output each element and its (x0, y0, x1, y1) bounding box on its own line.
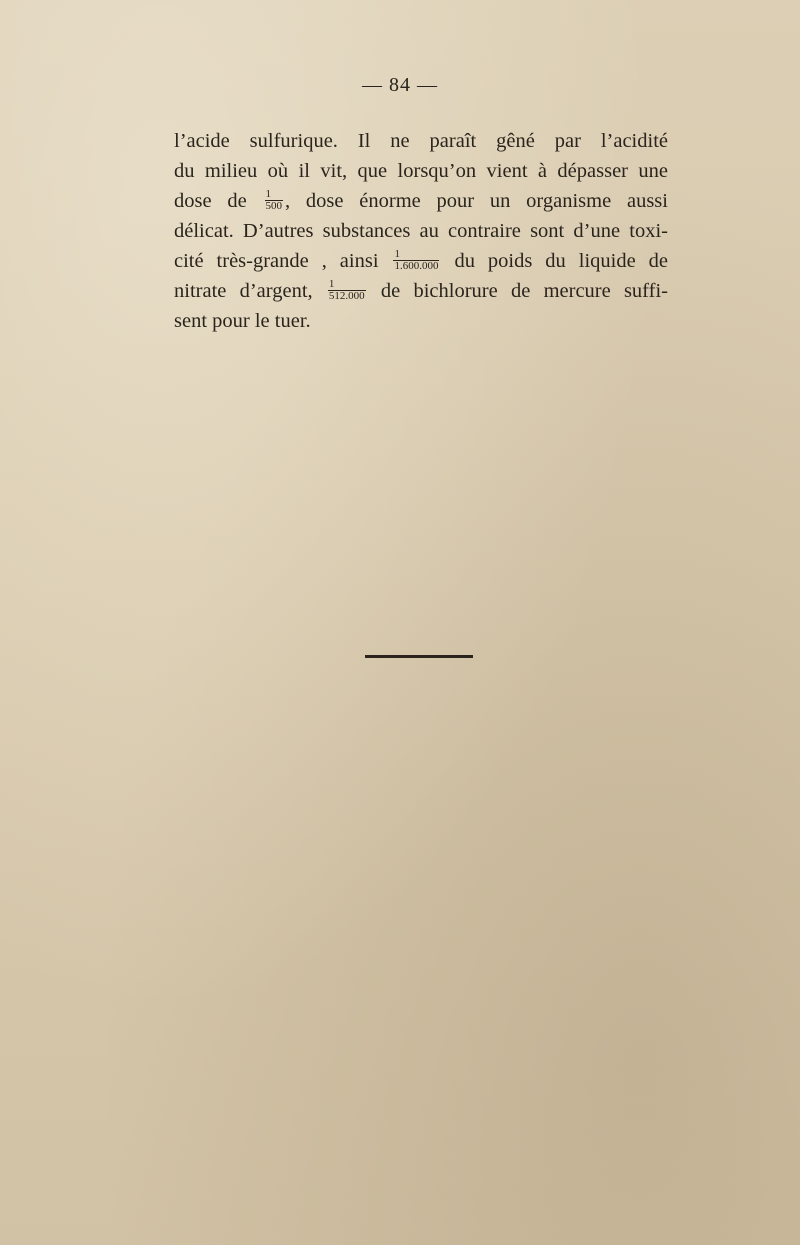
text-run: de bichlorure de mercure suffi- (367, 280, 668, 302)
text-line (174, 306, 668, 336)
text-line (174, 156, 668, 186)
section-divider-rule (365, 655, 473, 658)
text-line (174, 246, 668, 276)
text-run: l’acide sulfurique. Il ne paraît gêné par l’acidité (174, 130, 668, 152)
fraction-numerator: 1 (328, 279, 366, 291)
text-run: dose de (174, 190, 263, 212)
fraction-numerator: 1 (265, 189, 284, 201)
text-line (174, 126, 668, 156)
text-run: du milieu où il vit, que lorsqu’on vient à dépasser une (174, 160, 668, 182)
body-paragraph (174, 126, 668, 336)
fraction-denominator: 500 (265, 199, 282, 212)
text-run: , dose énorme pour un organisme aussi (285, 190, 668, 212)
fraction-numerator: 1 (393, 249, 439, 261)
text-run: cité très-grande , ainsi (174, 250, 392, 272)
fraction-denominator: 512.000 (328, 289, 365, 302)
text-run: sent pour le tuer. (174, 310, 311, 332)
text-line (174, 276, 668, 306)
fraction (393, 249, 439, 272)
fraction-denominator: 1.600.000 (394, 259, 439, 272)
page-number: — 84 — (362, 74, 438, 96)
text-line (174, 216, 668, 246)
text-run: délicat. D’autres substances au contraire sont d’une toxi- (174, 220, 668, 242)
text-run: du poids du liquide de (441, 250, 668, 272)
text-run: nitrate d’argent, (174, 280, 326, 302)
text-line (174, 186, 668, 216)
fraction (328, 279, 366, 302)
fraction (265, 189, 284, 212)
